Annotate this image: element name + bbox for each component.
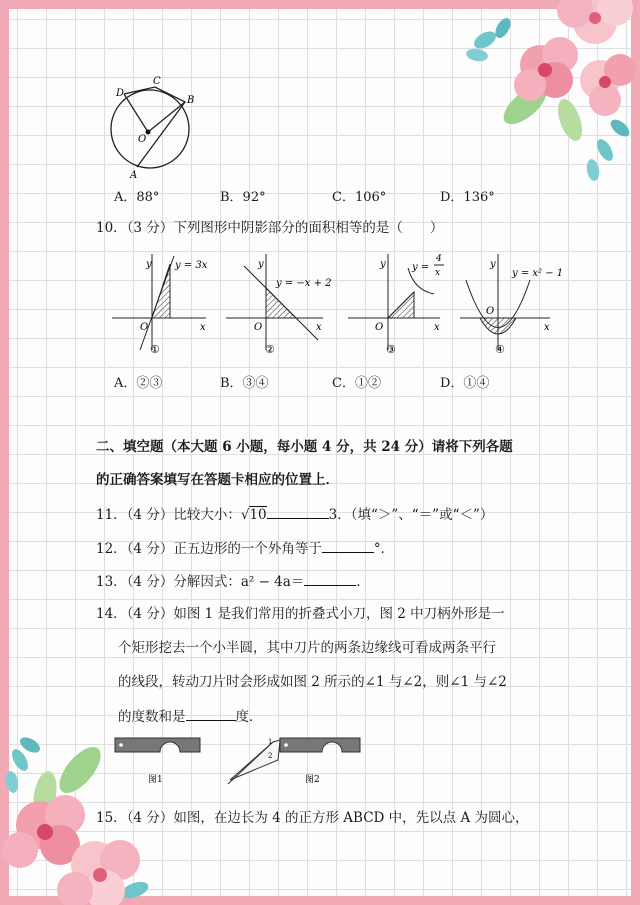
point-label-b: B: [187, 95, 195, 106]
q10-option-a[interactable]: A．②③: [114, 376, 163, 391]
q13-answer-blank[interactable]: [304, 571, 356, 586]
flower-icon: [557, 0, 633, 44]
point-label-a: A: [130, 170, 138, 181]
graph-3-label-lhs: y =: [412, 262, 430, 273]
point-label-d: D: [116, 88, 125, 99]
q10-stem: 下列图形中阴影部分的面积相等的是（ ）: [173, 220, 444, 236]
graph-1: [112, 254, 208, 356]
svg-text:O: O: [375, 322, 384, 333]
q10-number: 10．: [96, 220, 127, 236]
svg-text:O: O: [254, 322, 263, 333]
q14-answer-blank[interactable]: [186, 706, 236, 721]
q9-circle-figure: [105, 72, 205, 182]
section-2-heading-line2: 的正确答案填写在答题卡相应的位置上．: [96, 472, 339, 488]
q9-option-c[interactable]: C．106°: [332, 190, 387, 205]
q10-option-d[interactable]: D．①④: [440, 376, 490, 391]
angle-2-label: 2: [268, 752, 273, 760]
q10-question: [96, 218, 443, 238]
q11-question: 11．（4 分）比较大小：√10 3．（填“＞”、“＝”或“＜”）: [96, 504, 493, 525]
figure-2-open-knife: [228, 738, 360, 785]
figure-1-caption: 图1: [148, 775, 163, 785]
graph-3-label-num: 4: [436, 254, 442, 264]
graph-3: [348, 254, 444, 356]
q11-answer-blank[interactable]: [267, 504, 329, 519]
q10-score: （3 分）: [126, 220, 174, 236]
graph-1-mark: ①: [150, 343, 160, 356]
q14-line1: 14．（4 分）如图 1 是我们常用的折叠式小刀，图 2 中刀柄外形是一: [96, 606, 505, 622]
q9-option-a[interactable]: A．88°: [114, 190, 160, 205]
graph-4-mark: ④: [495, 343, 505, 356]
svg-text:O: O: [486, 306, 495, 317]
graph-2-mark: ②: [265, 343, 275, 356]
svg-text:O: O: [140, 322, 149, 333]
svg-text:y: y: [146, 259, 152, 270]
svg-text:y: y: [380, 259, 386, 270]
q10-option-b[interactable]: B．③④: [220, 376, 269, 391]
graph-1-label: y = 3x: [175, 260, 208, 271]
graph-4-label: y = x² − 1: [512, 268, 564, 279]
q14-line4: 的度数和是 度．: [118, 706, 263, 727]
q14-line2: 个矩形挖去一个小半圆，其中刀片的两条边缘线可看成两条平行: [118, 640, 496, 656]
svg-text:y: y: [258, 259, 264, 270]
q12-question: 12．（4 分）正五边形的一个外角等于 °．: [96, 538, 394, 559]
figure-2-caption: 图2: [305, 775, 320, 785]
svg-text:x: x: [544, 322, 550, 333]
q9-option-d[interactable]: D．136°: [440, 190, 495, 205]
section-2-heading-line1: 二、填空题（本大题 6 小题，每小题 4 分，共 24 分）请将下列各题: [96, 439, 513, 455]
svg-text:x: x: [316, 322, 322, 333]
svg-text:y: y: [490, 259, 496, 270]
svg-text:x: x: [434, 322, 440, 333]
q15-question: 15．（4 分）如图，在边长为 4 的正方形 ABCD 中，先以点 A 为圆心，: [96, 810, 529, 826]
figure-1-folded-knife: [115, 738, 200, 785]
graph-4: [460, 254, 563, 356]
point-label-o: O: [138, 134, 147, 145]
angle-1-label: 1: [268, 738, 273, 746]
q10-option-c[interactable]: C．①②: [332, 376, 381, 391]
q14-knife-figures: [110, 732, 370, 792]
point-label-c: C: [153, 76, 161, 87]
q10-graphs-figure: [108, 250, 564, 362]
q14-line3: 的线段，转动刀片时会形成如图 2 所示的∠1 与∠2，则∠1 与∠2: [118, 674, 507, 690]
flower-icon: [514, 37, 578, 101]
graph-2-label: y = −x + 2: [276, 278, 332, 289]
sqrt-radicand: 10: [249, 507, 267, 523]
graph-3-label-den: x: [435, 268, 441, 278]
q13-question: 13．（4 分）分解因式：a² − 4a＝ ．: [96, 571, 370, 592]
sqrt-symbol-icon: √: [240, 507, 250, 523]
graph-3-mark: ③: [386, 343, 396, 356]
q12-answer-blank[interactable]: [322, 538, 374, 553]
graph-2: [226, 254, 332, 356]
flower-decoration-top-right: [455, 0, 640, 190]
flower-icon: [580, 54, 636, 116]
svg-text:x: x: [200, 322, 206, 333]
q9-option-b[interactable]: B．92°: [220, 190, 266, 205]
